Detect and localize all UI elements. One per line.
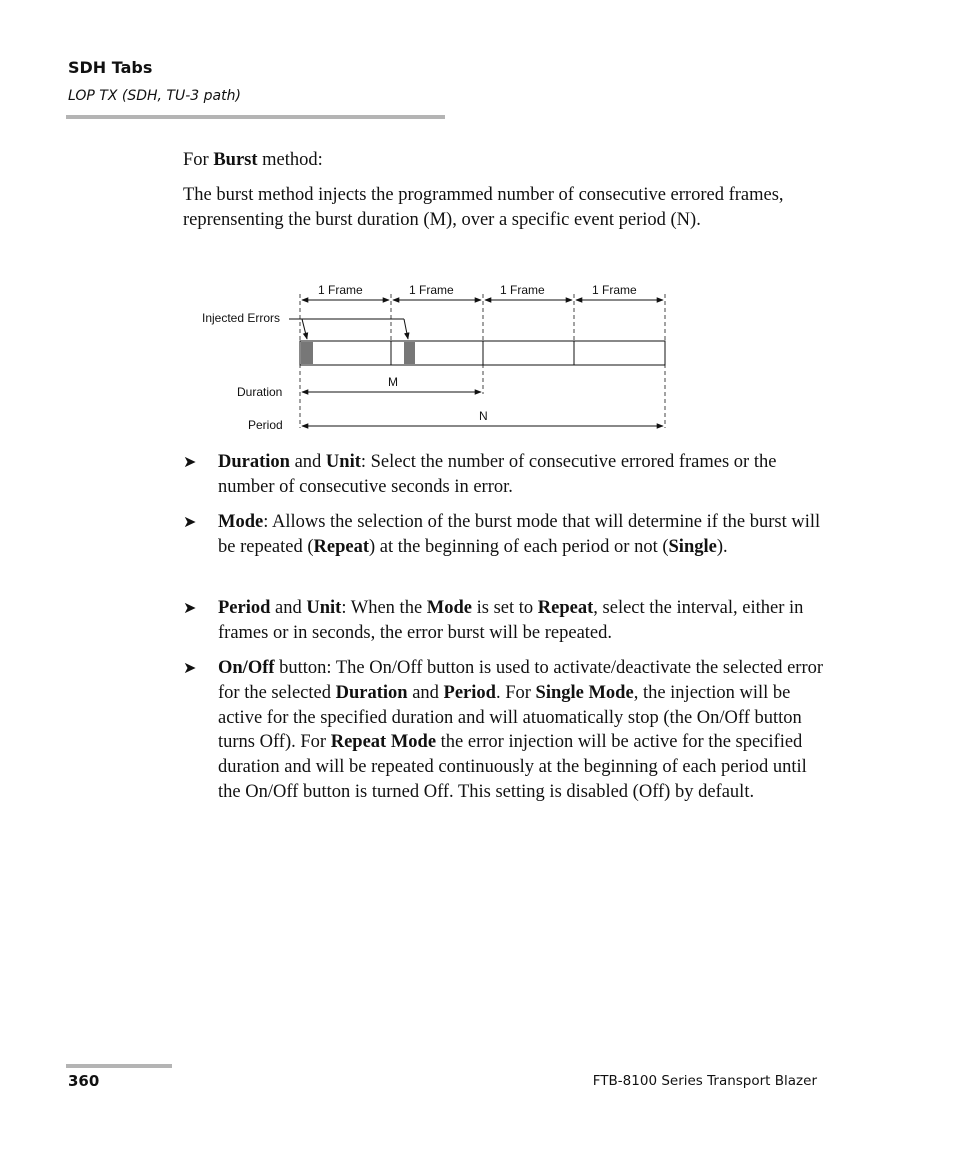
bullet-mode: ➤ Mode: Allows the selection of the burst mode that will determine if the burst will be repeated (Repeat) at the beginning of each period or not (Single). xyxy=(183,512,821,557)
n-label: N xyxy=(479,409,488,423)
period-label: Period xyxy=(248,418,283,432)
injected-errors-label: Injected Errors xyxy=(202,311,281,325)
bullet-period-unit: ➤ Period and Unit: When the Mode is set to Repeat, select the interval, either in frames or in seconds, the error burst will be repeated. xyxy=(183,598,804,643)
injected-errors-pointers xyxy=(289,319,408,339)
header-rule xyxy=(66,115,445,119)
bullet-arrow-icon: ➤ xyxy=(183,660,197,677)
duration-label: Duration xyxy=(237,385,283,399)
error-block-2 xyxy=(404,342,415,364)
bullet-arrow-icon: ➤ xyxy=(183,454,197,471)
frame-label-2: 1 Frame xyxy=(409,283,454,297)
frame-row xyxy=(300,341,665,365)
bullet-duration-unit: ➤ Duration and Unit: Select the number of consecutive errored frames or the number of consecutive seconds in error. xyxy=(183,452,777,497)
section-title: SDH Tabs xyxy=(68,58,153,77)
bullet-arrow-icon: ➤ xyxy=(183,514,197,531)
footer-rule xyxy=(66,1064,172,1068)
intro-paragraph: For Burst method: xyxy=(183,150,323,170)
page-number: 360 xyxy=(68,1072,100,1090)
bullet-arrow-icon: ➤ xyxy=(183,600,197,617)
burst-diagram xyxy=(196,276,676,436)
document-title: FTB-8100 Series Transport Blazer xyxy=(592,1073,817,1089)
m-label: M xyxy=(388,375,398,389)
error-block-1 xyxy=(301,342,313,364)
frame-label-4: 1 Frame xyxy=(592,283,637,297)
description-paragraph: The burst method injects the programmed number of consecutive errored frames, reprensenting the burst duration (M), over a specific event period (N). xyxy=(183,185,784,230)
frame-label-3: 1 Frame xyxy=(500,283,545,297)
bullet-on-off: ➤ On/Off button: The On/Off button is used to activate/deactivate the selected error for the selected Duration and Period. For Single Mode, the injection will be active for the specified duration and will atuomatically stop (the On/Off button turns Off). For Repeat Mode the error injection will be active for the specified duration and will be repeated continuously at the beginning of each period until the On/Off button is turned Off. This setting is disabled (Off) by default. xyxy=(183,658,824,802)
section-subtitle: LOP TX (SDH, TU-3 path) xyxy=(68,88,241,104)
frame-label-1: 1 Frame xyxy=(318,283,363,297)
